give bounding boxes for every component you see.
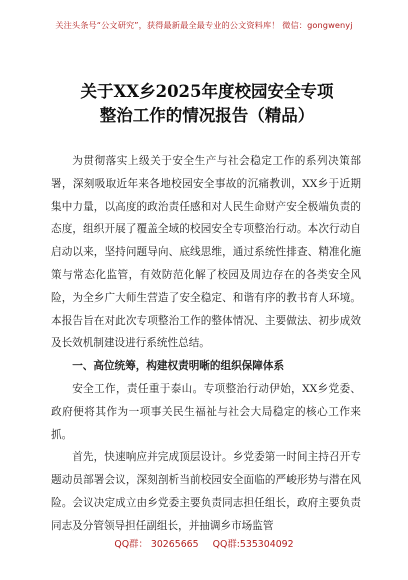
title-line-1: 关于XX乡2025年度校园安全专项 xyxy=(80,82,334,101)
document-body xyxy=(51,150,361,538)
document-title xyxy=(52,80,362,128)
section1-paragraph-2: 首先，快速响应并完成顶层设计。乡党委第一时间主持召开专题动员部署会议，深刻剖析当前校园安全面临的严峻形势与潜在风险。会议决定成立由乡党委主要负责同志担任组长，政府主要负责同志及分管领导担任副组长，并抽调乡市场监管 xyxy=(51,451,361,532)
footer-qq-group-2: QQ群:535304092 xyxy=(212,539,294,550)
promo-header: 关注头条号“公文研究”，获得最新最全最专业的公文资料库！ 微信：gongwenyj xyxy=(55,20,353,30)
intro-paragraph: 为贯彻落实上级关于安全生产与社会稳定工作的系列决策部署，深刻吸取近年来各地校园安全事故的沉痛教训，XX乡于近期集中力量，以高度的政治责任感和对人民生命财产安全极端负责的态度，组织开展了覆盖全域的校园安全专项整治行动。本次行动自启动以来，坚持问题导向、底线思维，通过系统性排查、精准化施策与常态化监管，有效防范化解了校园及周边存在的各类安全风险，为全乡广大师生营造了安全稳定、和谐有序的教书育人环境。本报告旨在对此次专项整治工作的整体情况、主要做法、初步成效及长效机制建设进行系统性总结。 xyxy=(51,155,361,350)
title-line-2: 整治工作的情况报告（精品） xyxy=(99,106,315,125)
footer-contact xyxy=(0,536,408,550)
footer-qq-group-1: QQ群： 30265665 xyxy=(114,539,199,550)
section-heading-1: 一、高位统筹，构建权责明晰的组织保障体系 xyxy=(72,360,285,373)
section1-paragraph-1: 安全工作，责任重于泰山。专项整治行动伊始，XX乡党委、政府便将其作为一项事关民生福祉与社会大局稳定的核心工作来抓。 xyxy=(51,382,361,441)
